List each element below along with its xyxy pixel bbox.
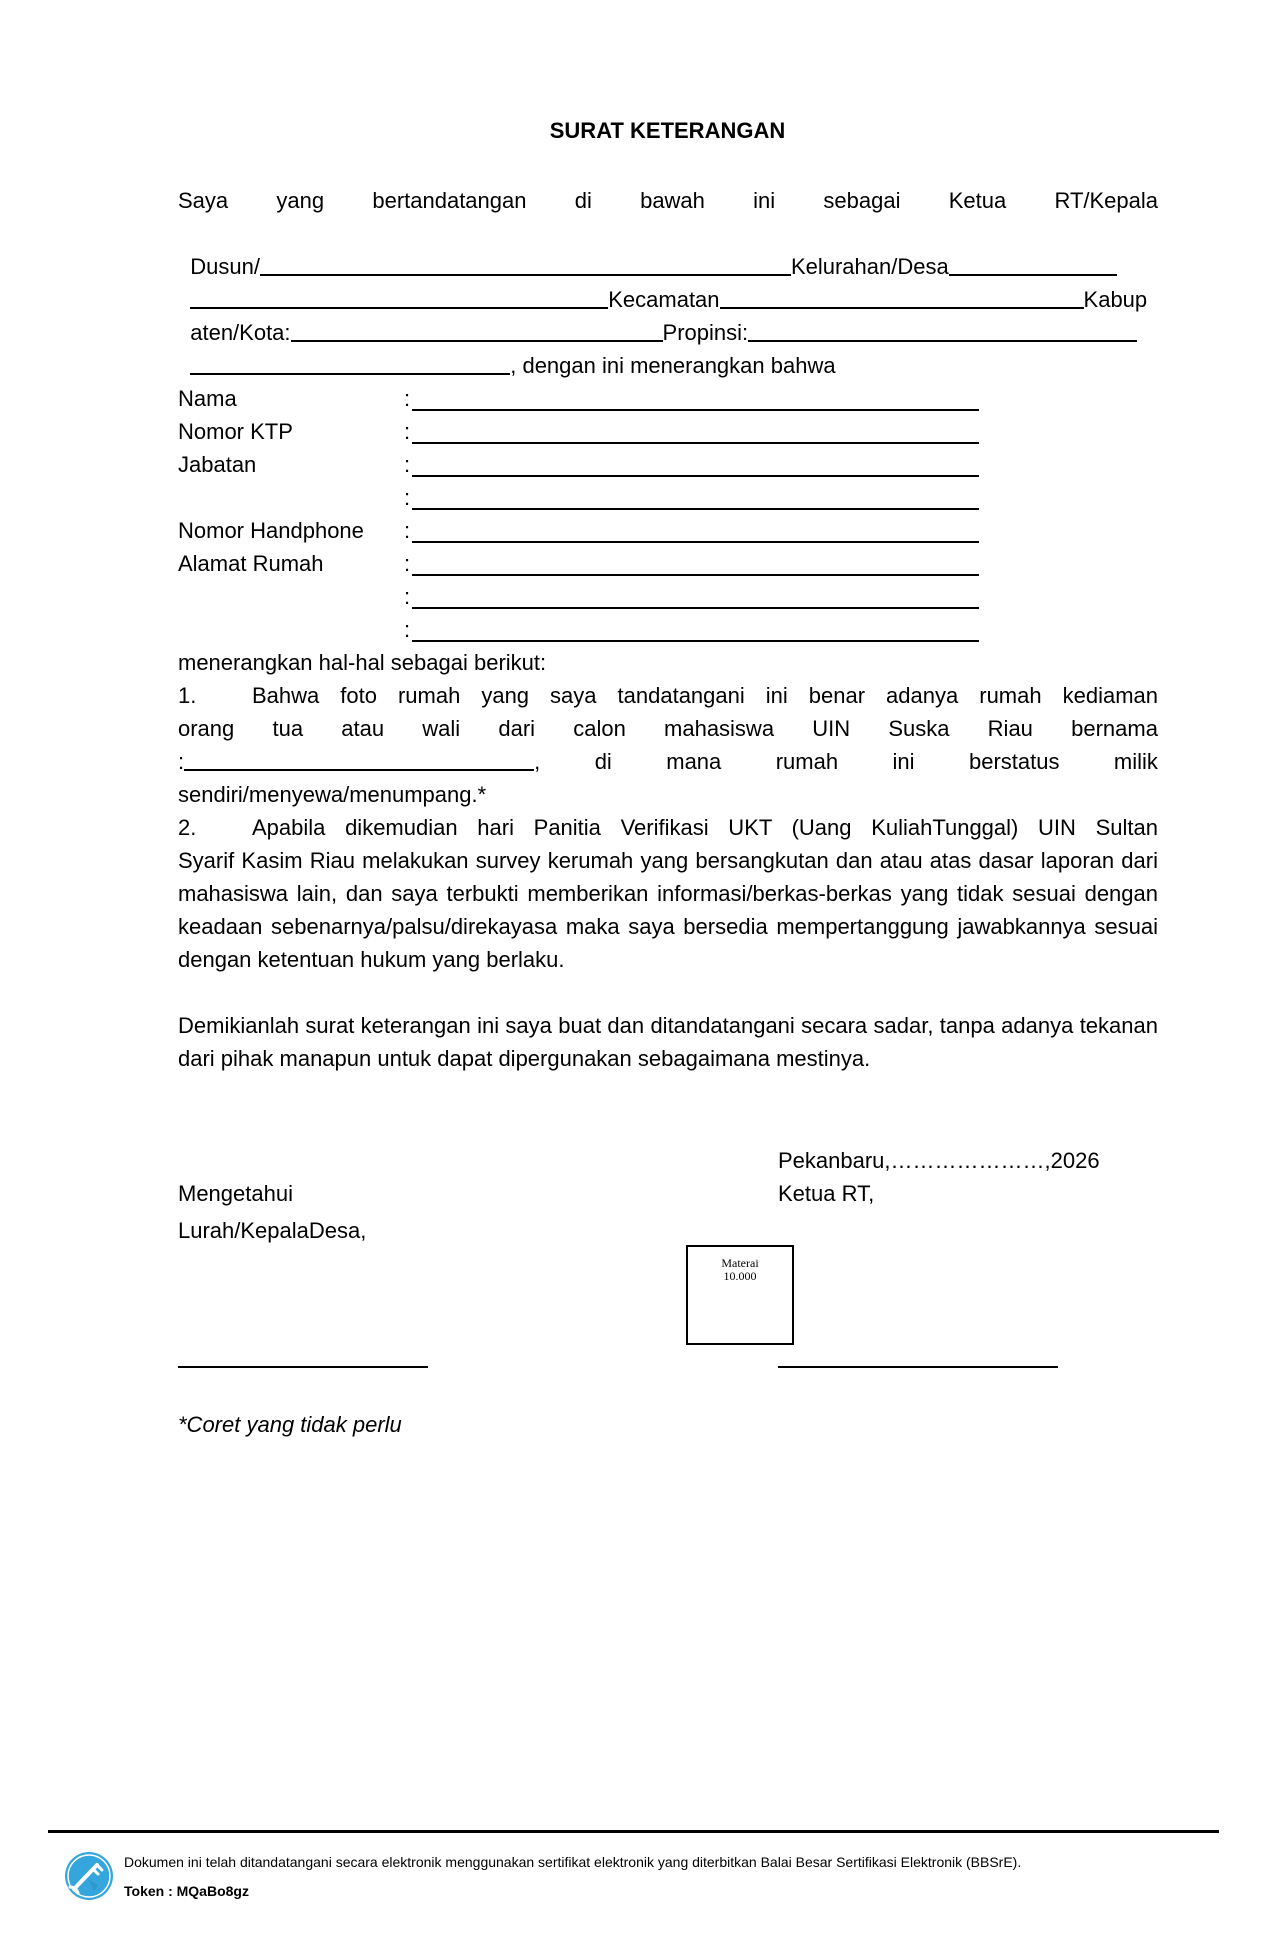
point-2-rest: Syarif Kasim Riau melakukan survey kerumah yang bersangkutan dan atau atas dasar laporan dari mahasiswa lain, dan saya terbukti memberikan informasi/berkas-berkas yang tidak sesuai dengan keadaan sebenarnya/palsu/direkayasa maka saya bersedia mempertanggung jawabkannya sesuai dengan ketentuan hukum yang berlaku. (178, 848, 1158, 972)
intro-word: sebagai (823, 188, 901, 213)
point-word: bernama (1071, 716, 1158, 741)
point-2-text: Apabila dikemudian hari Panitia Verifikasi UKT (Uang KuliahTunggal) UIN Sultan (252, 815, 1158, 840)
point-1-line-3 (178, 745, 1158, 778)
field-label-nama: Nama (178, 386, 237, 411)
point-word: milik (1113, 749, 1158, 774)
point-word: berstatus (968, 749, 1060, 774)
field-input-jabatan-continued[interactable] (412, 508, 979, 510)
point-word: wali (422, 716, 461, 741)
point-word: ini (892, 749, 915, 774)
field-colon: : (404, 617, 411, 642)
point-1-line-4: sendiri/menyewa/menumpang.* (178, 782, 487, 807)
point-1-text: Bahwa foto rumah yang saya tandatangani ini benar adanya rumah kediaman (252, 683, 1158, 708)
kabupaten-label-end: aten/Kota: (190, 320, 291, 345)
point-word: mahasiswa (664, 716, 775, 741)
intro-word: di (574, 188, 592, 213)
intro-word: RT/Kepala (1054, 188, 1158, 213)
place-date: Pekanbaru,…………………,2026 (778, 1148, 1100, 1173)
intro-word: yang (276, 188, 325, 213)
dusun-label: Dusun/ (190, 254, 260, 279)
field-input-jabatan[interactable] (412, 475, 979, 477)
intro-word: bertandatangan (372, 188, 527, 213)
point-1-number: 1. (178, 683, 197, 708)
field-colon: : (404, 584, 411, 609)
point-word: Riau (987, 716, 1033, 741)
point-word: di (594, 749, 612, 774)
esign-token: Token : MQaBo8gz (124, 1883, 249, 1899)
intro-word: bawah (640, 188, 705, 213)
acknowledged-label: Mengetahui (178, 1181, 293, 1206)
intro-line-1 (178, 184, 1158, 217)
kecamatan-label: Kecamatan (608, 287, 720, 312)
field-label-nomor-ktp: Nomor KTP (178, 419, 293, 444)
field-label-jabatan: Jabatan (178, 452, 257, 477)
field-input-nomor-ktp[interactable] (412, 442, 979, 444)
intro-word: Saya (178, 188, 229, 213)
village-head-label: Lurah/KepalaDesa, (178, 1218, 367, 1243)
propinsi-label: Propinsi: (662, 320, 749, 345)
field-colon: : (404, 386, 411, 411)
field-colon: : (404, 551, 411, 576)
point-1-line-2 (178, 712, 1158, 745)
field-input-nomor-handphone[interactable] (412, 541, 979, 543)
stamp-box (686, 1245, 794, 1345)
point-word: calon (573, 716, 626, 741)
point-word: tua (272, 716, 304, 741)
kelurahan-label: Kelurahan/Desa (790, 254, 949, 279)
propinsi-blank-continued[interactable] (190, 351, 510, 375)
bsre-key-icon (64, 1851, 114, 1901)
student-name-blank[interactable] (184, 747, 534, 771)
field-label-alamat-rumah: Alamat Rumah (178, 551, 324, 576)
point-word: Suska (888, 716, 950, 741)
field-input-alamat-continued-2[interactable] (412, 640, 979, 642)
field-colon: : (404, 419, 411, 444)
intro-word: ini (753, 188, 776, 213)
point-word: UIN (812, 716, 851, 741)
field-colon: : (404, 518, 411, 543)
field-input-alamat-continued-1[interactable] (412, 607, 979, 609)
point-word: orang (178, 716, 235, 741)
field-input-nama[interactable] (412, 409, 979, 411)
footnote: *Coret yang tidak perlu (178, 1412, 402, 1437)
point-word: mana (666, 749, 722, 774)
right-signature-line[interactable] (778, 1366, 1058, 1368)
document-title: SURAT KETERANGAN (549, 118, 786, 143)
left-signature-line[interactable] (178, 1366, 428, 1368)
stamp-label: Materai (721, 1256, 759, 1270)
closing-paragraph: Demikianlah surat keterangan ini saya buat dan ditandatangani secara sadar, tanpa adanya tekanan dari pihak manapun untuk dapat dipergunakan sebagaimana mestinya. (178, 1013, 1158, 1071)
intro-closing: , dengan ini menerangkan bahwa (510, 353, 836, 378)
intro-word: Ketua (948, 188, 1007, 213)
field-colon: : (404, 485, 411, 510)
statement-intro: menerangkan hal-hal sebagai berikut: (178, 650, 547, 675)
field-input-alamat-rumah[interactable] (412, 574, 979, 576)
footer-divider (48, 1830, 1219, 1833)
comma: , (534, 749, 541, 774)
point-2-number: 2. (178, 815, 197, 840)
field-colon: : (404, 452, 411, 477)
point-word: rumah (775, 749, 839, 774)
esign-notice: Dokumen ini telah ditandatangani secara elektronik menggunakan sertifikat elektronik yang diterbitkan Balai Besar Sertifikasi Elektronik (BBSrE). (124, 1854, 1022, 1870)
kabupaten-label-start: Kabup (1083, 287, 1148, 312)
intro-line-5 (178, 316, 836, 382)
student-name-group (178, 745, 540, 778)
field-label-nomor-handphone: Nomor Handphone (178, 518, 364, 543)
rt-head-label: Ketua RT, (778, 1181, 875, 1206)
stamp-value: 10.000 (723, 1269, 757, 1283)
point-word: dari (498, 716, 536, 741)
point-2-line-1 (252, 811, 1158, 844)
point-1-line-1 (252, 679, 1158, 712)
colon: : (178, 749, 185, 774)
point-word: atau (341, 716, 385, 741)
